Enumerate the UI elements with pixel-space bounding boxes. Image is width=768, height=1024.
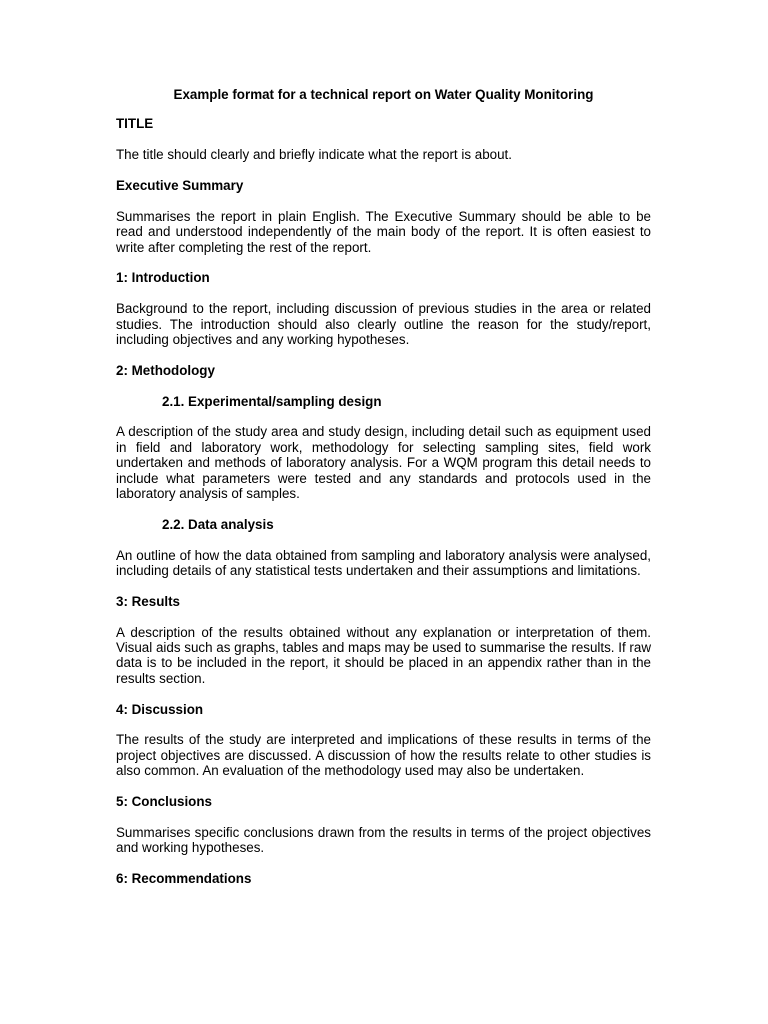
- paragraph-executive-summary: Summarises the report in plain English. The Executive Summary should be able to be read and understood independently of the main body of the report. It is often easiest to write after completing the rest of the report.: [116, 208, 651, 255]
- subsection-heading-data-analysis: 2.2. Data analysis: [162, 516, 274, 532]
- section-heading-introduction: 1: Introduction: [116, 270, 210, 286]
- section-heading-conclusions: 5: Conclusions: [116, 794, 212, 810]
- document-title: Example format for a technical report on Water Quality Monitoring: [173, 87, 594, 102]
- paragraph-discussion: The results of the study are interpreted and implications of these results in terms of the project objectives are discussed. A discussion of how the results relate to other studies is also common. An evaluation of the methodology used may also be undertaken.: [116, 732, 651, 779]
- paragraph-title: The title should clearly and briefly indicate what the report is about.: [116, 147, 512, 163]
- paragraph-sampling-design: A description of the study area and study design, including detail such as equipment used in field and laboratory work, methodology for selecting sampling sites, field work undertaken and methods of laboratory analysis. For a WQM program this detail needs to include what parameters were tested and any standards and protocols used in the laboratory analysis of samples.: [116, 424, 651, 502]
- section-heading-discussion: 4: Discussion: [116, 701, 204, 717]
- paragraph-data-analysis: An outline of how the data obtained from sampling and laboratory analysis were analysed, including details of any statistical tests undertaken and their assumptions and limitations.: [116, 547, 651, 579]
- section-heading-title: TITLE: [116, 116, 154, 132]
- section-heading-executive-summary: Executive Summary: [116, 178, 244, 193]
- document-page: [116, 87, 651, 902]
- paragraph-introduction: Background to the report, including discussion of previous studies in the area or related studies. The introduction should also clearly outline the reason for the study/report, including objectives and any working hypotheses.: [116, 301, 651, 348]
- section-heading-recommendations: 6: Recommendations: [116, 871, 252, 887]
- paragraph-results: A description of the results obtained without any explanation or interpretation of them. Visual aids such as graphs, tables and maps may be used to summarise the results. If raw data is to be included in the report, it should be placed in an appendix rather than in the results section.: [116, 624, 651, 686]
- section-heading-methodology: 2: Methodology: [116, 362, 215, 378]
- section-heading-results: 3: Results: [116, 593, 180, 609]
- paragraph-conclusions: Summarises specific conclusions drawn from the results in terms of the project objectives and working hypotheses.: [116, 824, 651, 856]
- subsection-heading-sampling-design: 2.1. Experimental/sampling design: [162, 393, 382, 409]
